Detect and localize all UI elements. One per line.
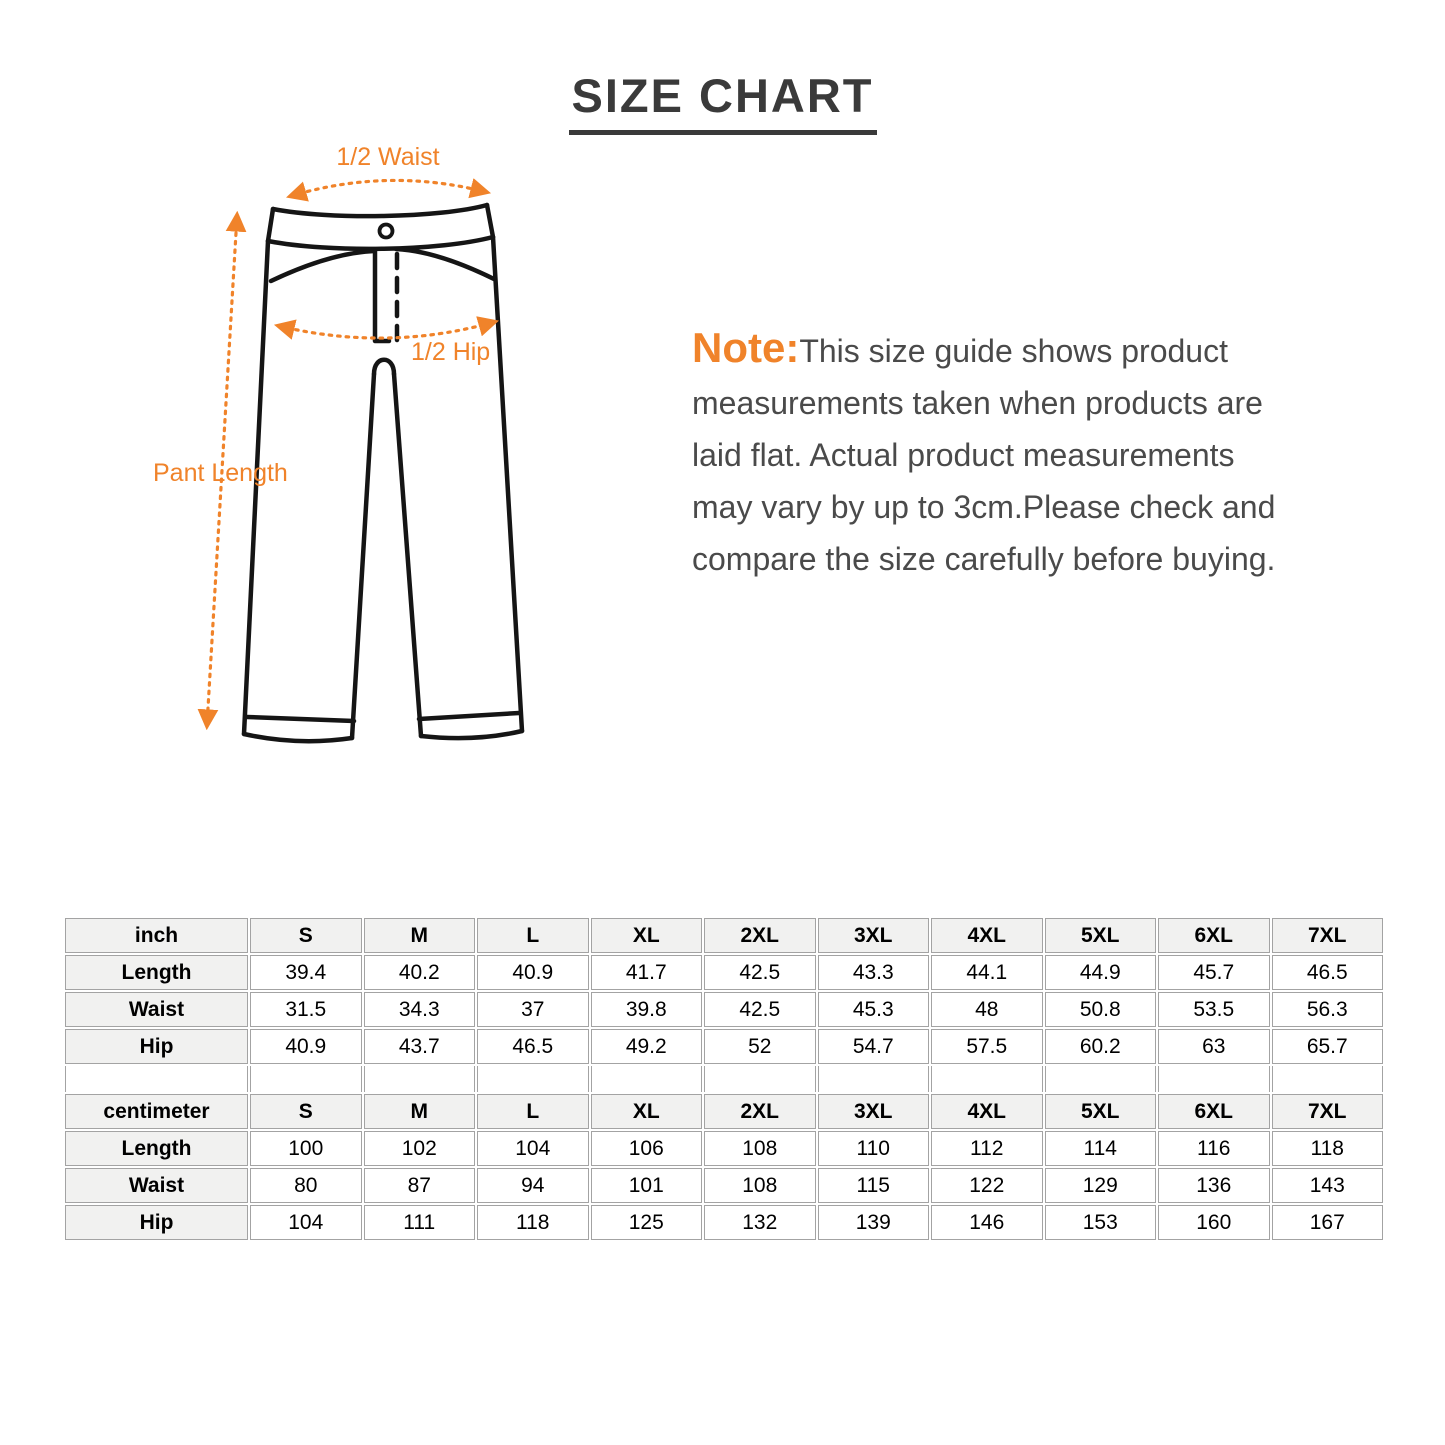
spacer-cell (477, 1066, 589, 1092)
value-cell: 101 (591, 1168, 703, 1203)
size-column-header: 5XL (1045, 1094, 1157, 1129)
note-text-line-2: measurements taken when products are (692, 385, 1263, 421)
value-cell: 57.5 (931, 1029, 1043, 1064)
table-header-row (65, 918, 1383, 953)
spacer-cell (1272, 1066, 1384, 1092)
value-cell: 146 (931, 1205, 1043, 1240)
value-cell: 129 (1045, 1168, 1157, 1203)
value-cell: 46.5 (477, 1029, 589, 1064)
spacer-cell (931, 1066, 1043, 1092)
size-column-header: 2XL (704, 1094, 816, 1129)
half-hip-label: 1/2 Hip (411, 338, 491, 366)
note-text-line-5: compare the size carefully before buying. (692, 541, 1276, 577)
size-column-header: 7XL (1272, 918, 1384, 953)
value-cell: 136 (1158, 1168, 1270, 1203)
note-paragraph (692, 322, 1275, 585)
size-table (63, 916, 1385, 1242)
value-cell: 39.8 (591, 992, 703, 1027)
value-cell: 104 (477, 1131, 589, 1166)
value-cell: 65.7 (1272, 1029, 1384, 1064)
unit-header-cell: centimeter (65, 1094, 248, 1129)
size-column-header: L (477, 918, 589, 953)
value-cell: 42.5 (704, 992, 816, 1027)
value-cell: 56.3 (1272, 992, 1384, 1027)
header (0, 68, 1445, 135)
table-row (65, 992, 1383, 1027)
value-cell: 87 (364, 1168, 476, 1203)
size-column-header: 3XL (818, 1094, 930, 1129)
table-header-row (65, 1094, 1383, 1129)
value-cell: 122 (931, 1168, 1043, 1203)
size-column-header: 3XL (818, 918, 930, 953)
value-cell: 94 (477, 1168, 589, 1203)
size-column-header: S (250, 1094, 362, 1129)
value-cell: 118 (477, 1205, 589, 1240)
value-cell: 153 (1045, 1205, 1157, 1240)
value-cell: 100 (250, 1131, 362, 1166)
size-tables-section (63, 916, 1385, 1242)
spacer-cell (591, 1066, 703, 1092)
value-cell: 45.3 (818, 992, 930, 1027)
spacer-row (65, 1066, 1383, 1092)
value-cell: 125 (591, 1205, 703, 1240)
size-column-header: 7XL (1272, 1094, 1384, 1129)
size-column-header: 2XL (704, 918, 816, 953)
page-title: SIZE CHART (569, 68, 877, 135)
value-cell: 63 (1158, 1029, 1270, 1064)
value-cell: 106 (591, 1131, 703, 1166)
note-label: Note: (692, 324, 800, 371)
value-cell: 37 (477, 992, 589, 1027)
size-column-header: 4XL (931, 918, 1043, 953)
spacer-cell (364, 1066, 476, 1092)
note-text-line-3: laid flat. Actual product measurements (692, 437, 1235, 473)
value-cell: 43.3 (818, 955, 930, 990)
half-waist-label: 1/2 Waist (336, 143, 440, 171)
unit-header-cell: inch (65, 918, 248, 953)
note-text-line-1: This size guide shows product (799, 333, 1228, 369)
table-row (65, 1131, 1383, 1166)
value-cell: 39.4 (250, 955, 362, 990)
size-column-header: M (364, 918, 476, 953)
value-cell: 54.7 (818, 1029, 930, 1064)
value-cell: 116 (1158, 1131, 1270, 1166)
value-cell: 31.5 (250, 992, 362, 1027)
value-cell: 53.5 (1158, 992, 1270, 1027)
value-cell: 40.9 (477, 955, 589, 990)
size-column-header: M (364, 1094, 476, 1129)
size-column-header: 6XL (1158, 1094, 1270, 1129)
table-row (65, 1029, 1383, 1064)
value-cell: 43.7 (364, 1029, 476, 1064)
spacer-cell (65, 1066, 248, 1092)
value-cell: 80 (250, 1168, 362, 1203)
value-cell: 167 (1272, 1205, 1384, 1240)
value-cell: 42.5 (704, 955, 816, 990)
value-cell: 108 (704, 1131, 816, 1166)
value-cell: 44.1 (931, 955, 1043, 990)
value-cell: 139 (818, 1205, 930, 1240)
row-label-cell: Hip (65, 1205, 248, 1240)
size-column-header: L (477, 1094, 589, 1129)
row-label-cell: Waist (65, 992, 248, 1027)
pants-measurement-diagram (150, 140, 570, 760)
value-cell: 40.2 (364, 955, 476, 990)
pant-length-label: Pant Length (153, 459, 288, 487)
value-cell: 40.9 (250, 1029, 362, 1064)
size-column-header: 6XL (1158, 918, 1270, 953)
pants-drawing-icon (150, 140, 570, 760)
size-column-header: 5XL (1045, 918, 1157, 953)
value-cell: 46.5 (1272, 955, 1384, 990)
value-cell: 50.8 (1045, 992, 1157, 1027)
value-cell: 44.9 (1045, 955, 1157, 990)
size-column-header: XL (591, 1094, 703, 1129)
note-text-line-4: may vary by up to 3cm.Please check and (692, 489, 1276, 525)
value-cell: 102 (364, 1131, 476, 1166)
value-cell: 45.7 (1158, 955, 1270, 990)
value-cell: 111 (364, 1205, 476, 1240)
spacer-cell (704, 1066, 816, 1092)
value-cell: 52 (704, 1029, 816, 1064)
spacer-cell (250, 1066, 362, 1092)
value-cell: 112 (931, 1131, 1043, 1166)
value-cell: 34.3 (364, 992, 476, 1027)
spacer-cell (1158, 1066, 1270, 1092)
value-cell: 104 (250, 1205, 362, 1240)
row-label-cell: Length (65, 955, 248, 990)
value-cell: 41.7 (591, 955, 703, 990)
table-row (65, 955, 1383, 990)
value-cell: 49.2 (591, 1029, 703, 1064)
row-label-cell: Length (65, 1131, 248, 1166)
spacer-cell (818, 1066, 930, 1092)
value-cell: 114 (1045, 1131, 1157, 1166)
value-cell: 48 (931, 992, 1043, 1027)
row-label-cell: Hip (65, 1029, 248, 1064)
spacer-cell (1045, 1066, 1157, 1092)
table-row (65, 1205, 1383, 1240)
size-column-header: 4XL (931, 1094, 1043, 1129)
value-cell: 115 (818, 1168, 930, 1203)
value-cell: 160 (1158, 1205, 1270, 1240)
row-label-cell: Waist (65, 1168, 248, 1203)
value-cell: 132 (704, 1205, 816, 1240)
value-cell: 143 (1272, 1168, 1384, 1203)
size-column-header: XL (591, 918, 703, 953)
value-cell: 110 (818, 1131, 930, 1166)
value-cell: 118 (1272, 1131, 1384, 1166)
value-cell: 108 (704, 1168, 816, 1203)
note-line (692, 322, 1275, 377)
value-cell: 60.2 (1045, 1029, 1157, 1064)
table-row (65, 1168, 1383, 1203)
size-column-header: S (250, 918, 362, 953)
